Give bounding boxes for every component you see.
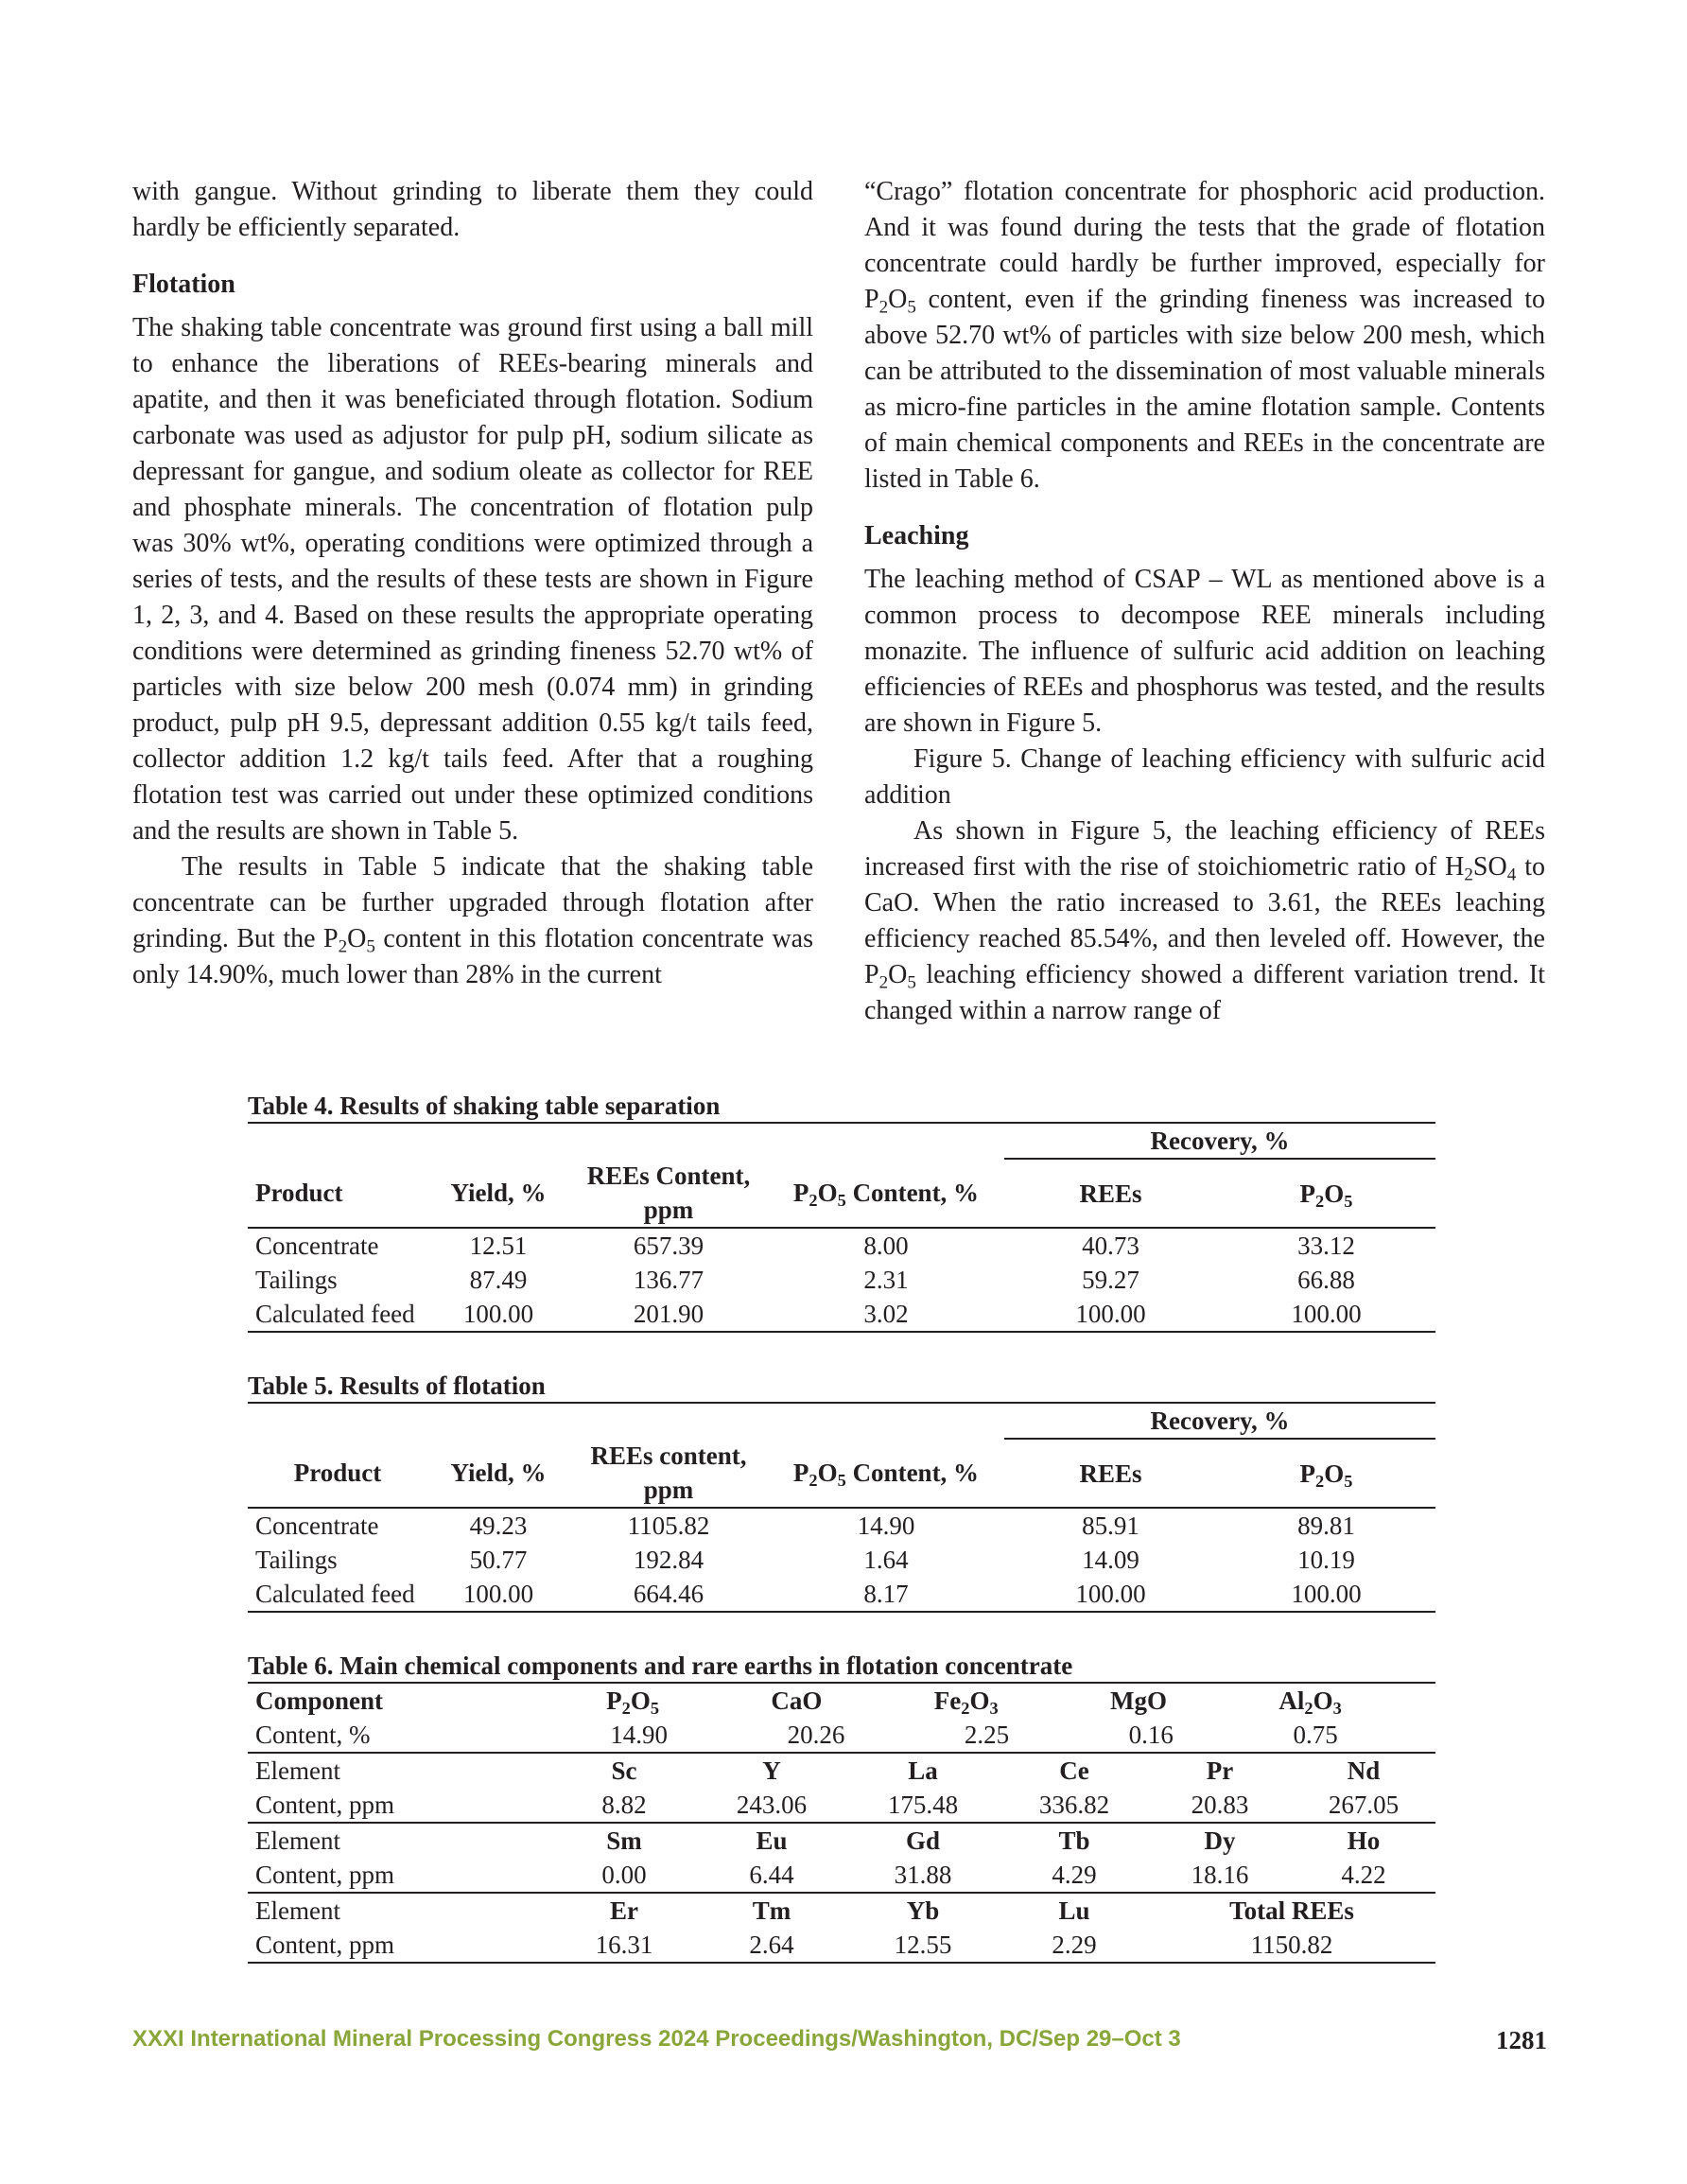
column-header: $P_2O_5$ <box>1299 1179 1353 1211</box>
table-cell: Calculated feed <box>255 1300 415 1328</box>
table-6-grid <box>248 1682 1435 1964</box>
table-caption: Table 6. Main chemical components and rare earths in flotation concentrate <box>248 1651 1073 1680</box>
table-cell: 18.16 <box>1191 1861 1249 1889</box>
table-5-grid <box>248 1402 1435 1613</box>
table-cell: 3.02 <box>863 1300 909 1328</box>
content-ppm-label: Content, ppm <box>255 1791 394 1819</box>
column-header: Yield, % <box>450 1459 547 1487</box>
column-header: REEs content, ppm <box>590 1441 747 1504</box>
table-6 <box>248 1650 1435 1964</box>
column-header: REEs <box>1079 1459 1142 1488</box>
column-header: Yield, % <box>450 1179 547 1207</box>
table-cell: 100.00 <box>1291 1580 1362 1608</box>
table-row <box>248 1263 1435 1297</box>
table-cell: 1.64 <box>863 1546 909 1574</box>
element-name: Nd <box>1292 1753 1435 1788</box>
page-number: 1281 <box>1496 2026 1547 2054</box>
table-row <box>248 1577 1435 1612</box>
table-cell: Tailings <box>255 1266 338 1294</box>
table-cell: 4.22 <box>1341 1861 1386 1889</box>
content-pct-label: Content, % <box>255 1721 371 1749</box>
column-header: $P_2O_5$ <box>1299 1459 1353 1491</box>
recovery-header: Recovery, % <box>1004 1403 1435 1439</box>
right-column <box>864 174 1545 1029</box>
element-name: Dy <box>1148 1823 1292 1858</box>
element-name: Pr <box>1148 1753 1292 1788</box>
page-footer <box>132 2026 1547 2053</box>
recovery-header: Recovery, % <box>1004 1123 1435 1159</box>
element-name: Eu <box>698 1823 845 1858</box>
element-name: Ho <box>1292 1823 1435 1858</box>
figure-caption-paragraph: Figure 5. Change of leaching efficiency with sulfuric acid addition <box>864 744 1545 810</box>
element-name: Y <box>698 1753 845 1788</box>
column-header: $P_2O_5$ Content, % <box>792 1179 980 1211</box>
section-heading-leaching: Leaching <box>864 521 969 550</box>
table-cell: 192.84 <box>633 1546 704 1574</box>
element-name: Tb <box>1000 1823 1148 1858</box>
table-cell: 87.49 <box>469 1266 528 1294</box>
table-row <box>248 1297 1435 1332</box>
element-label: Element <box>248 1823 550 1858</box>
table-cell: 10.19 <box>1297 1546 1355 1574</box>
table-cell: 66.88 <box>1297 1266 1355 1294</box>
section-heading-flotation: Flotation <box>132 270 235 299</box>
column-header: $P_2O_5$ Content, % <box>792 1459 980 1491</box>
table-cell: 100.00 <box>462 1300 534 1328</box>
table-cell: 16.31 <box>595 1931 653 1959</box>
table-cell: 20.26 <box>787 1721 845 1749</box>
component-cao: CaO <box>771 1686 823 1715</box>
table-cell: 8.00 <box>863 1232 909 1260</box>
table-cell: 0.16 <box>1128 1721 1174 1749</box>
column-header: Product <box>255 1179 343 1207</box>
paragraph: The leaching method of CSAP – WL as mentioned above is a common process to decompose REE minerals including monazite. The influence of sulfuric acid addition on leaching efficiencies of REEs and phosphorus was tested, and the results are shown in Figure 5. <box>864 565 1545 738</box>
element-label: Element <box>248 1893 550 1928</box>
table-caption: Table 4. Results of shaking table separation <box>248 1092 721 1120</box>
element-label: Element <box>248 1753 550 1788</box>
paragraph: As shown in Figure 5, the leaching efficiency of REEs increased first with the rise of stoichiometric ratio of $H_2SO_4$ to CaO. When the ratio increased to 3.61, the REEs leaching efficiency reached 85.54%, and then leveled off. However, the $P_2O_5$ leaching efficiency showed a different variation trend. It changed within a narrow range of <box>864 816 1545 1025</box>
paragraph: The shaking table concentrate was ground first using a ball mill to enhance the liberations of REEs-bearing minerals and apatite, and then it was beneficiated through flotation. Sodium carbonate was used as adjustor for pulp pH, sodium silicate as depressant for gangue, and sodium oleate as collector for REE and phosphate minerals. The concentration of flotation pulp was 30% wt%, operating conditions were optimized through a series of tests, and the results of these tests are shown in Figure 1, 2, 3, and 4. Based on these results the appropriate operating conditions were determined as grinding fineness 52.70 wt% of particles with size below 200 mesh (0.074 mm) in grinding product, pulp pH 9.5, depressant addition 0.55 kg/t tails feed, collector addition 1.2 kg/t tails feed. After that a roughing flotation test was carried out under these optimized conditions and the results are shown in Table 5. <box>132 313 813 846</box>
table-cell: 6.44 <box>749 1861 794 1889</box>
table-cell: 2.29 <box>1052 1931 1097 1959</box>
column-header: REEs Content, ppm <box>586 1162 751 1224</box>
table-cell: 12.51 <box>469 1232 528 1260</box>
column-header: REEs <box>1079 1179 1142 1208</box>
component-p2o5: $P_2O_5$ <box>606 1686 660 1719</box>
table-5 <box>248 1370 1435 1613</box>
table-cell: 664.46 <box>633 1580 704 1608</box>
table-cell: 100.00 <box>1075 1300 1146 1328</box>
column-header: Product <box>293 1459 382 1487</box>
element-name: Yb <box>845 1893 1000 1928</box>
table-cell: 100.00 <box>462 1580 534 1608</box>
table-cell: 136.77 <box>633 1266 704 1294</box>
paragraph: The results in Table 5 indicate that the shaking table concentrate can be further upgraded through flotation after grinding. But the $P_2O_5$ content in this flotation concentrate was only 14.90%, much lower than 28% in the current <box>132 852 813 989</box>
table-4 <box>248 1090 1435 1333</box>
component-label: Component <box>255 1686 384 1715</box>
table-cell: 0.75 <box>1293 1721 1338 1749</box>
table-cell: 8.17 <box>863 1580 909 1608</box>
element-name: Ce <box>1000 1753 1148 1788</box>
content-ppm-label: Content, ppm <box>255 1861 394 1889</box>
paragraph: with gangue. Without grinding to liberate them they could hardly be efficiently separated. <box>132 177 813 242</box>
table-4-grid <box>248 1122 1435 1333</box>
table-cell: Concentrate <box>255 1511 379 1540</box>
table-cell: 336.82 <box>1038 1791 1110 1819</box>
table-cell: 14.90 <box>610 1721 669 1749</box>
table-cell: 85.91 <box>1082 1511 1139 1540</box>
table-cell: 2.64 <box>749 1931 794 1959</box>
table-cell: 59.27 <box>1082 1266 1139 1294</box>
element-name: Er <box>550 1893 698 1928</box>
table-cell: 12.55 <box>894 1931 952 1959</box>
table-row <box>248 1228 1435 1263</box>
footer-text: XXXI International Mineral Processing Congress 2024 Proceedings/Washington, DC/Sep 29–Oct 3 <box>132 2026 1181 2052</box>
table-cell: 4.29 <box>1052 1861 1097 1889</box>
table-cell: 2.25 <box>964 1721 1010 1749</box>
content-ppm-label: Content, ppm <box>255 1931 394 1959</box>
table-cell: 657.39 <box>633 1232 704 1260</box>
component-mgo: MgO <box>1110 1686 1168 1715</box>
table-cell: 100.00 <box>1075 1580 1146 1608</box>
table-cell: 14.09 <box>1082 1546 1139 1574</box>
element-name: Gd <box>845 1823 1000 1858</box>
table-cell: 49.23 <box>469 1511 528 1540</box>
element-name: Sm <box>550 1823 698 1858</box>
table-cell: 0.00 <box>601 1861 647 1889</box>
left-column <box>132 174 813 993</box>
table-cell: Concentrate <box>255 1232 379 1260</box>
table-cell: 33.12 <box>1297 1232 1355 1260</box>
table-cell: 175.48 <box>887 1791 959 1819</box>
table-row <box>248 1508 1435 1543</box>
table-cell: 201.90 <box>633 1300 704 1328</box>
table-cell: Tailings <box>255 1546 338 1574</box>
table-cell: 100.00 <box>1291 1300 1362 1328</box>
table-cell: 267.05 <box>1328 1791 1400 1819</box>
table-cell: 50.77 <box>469 1546 528 1574</box>
table-cell: 14.90 <box>857 1511 915 1540</box>
component-al2o3: $Al_2O_3$ <box>1278 1686 1342 1719</box>
table-cell: 20.83 <box>1191 1791 1249 1819</box>
table-cell: 2.31 <box>863 1266 909 1294</box>
table-row <box>248 1543 1435 1577</box>
table-cell: 31.88 <box>894 1861 952 1889</box>
table-cell: 243.06 <box>736 1791 808 1819</box>
element-name: La <box>845 1753 1000 1788</box>
element-name: Total REEs <box>1148 1893 1435 1928</box>
element-name: Sc <box>550 1753 698 1788</box>
element-name: Tm <box>698 1893 845 1928</box>
table-cell: 1150.82 <box>1250 1931 1333 1959</box>
table-cell: 40.73 <box>1082 1232 1139 1260</box>
table-cell: Calculated feed <box>255 1580 415 1608</box>
element-name: Lu <box>1000 1893 1148 1928</box>
table-caption: Table 5. Results of flotation <box>248 1372 546 1400</box>
table-cell: 89.81 <box>1297 1511 1355 1540</box>
paragraph: “Crago” flotation concentrate for phosphoric acid production. And it was found during the tests that the grade of flotation concentrate could hardly be further improved, especially for $P_2O_5$ content, even if the grinding fineness was increased to above 52.70 wt% of particles with size below 200 mesh, which can be attributed to the dissemination of most valuable minerals as micro-fine particles in the amine flotation sample. Contents of main chemical components and REEs in the concentrate are listed in Table 6. <box>864 177 1545 494</box>
table-cell: 1105.82 <box>627 1511 710 1540</box>
table-cell: 8.82 <box>601 1791 647 1819</box>
component-fe2o3: $Fe_2O_3$ <box>933 1686 999 1719</box>
